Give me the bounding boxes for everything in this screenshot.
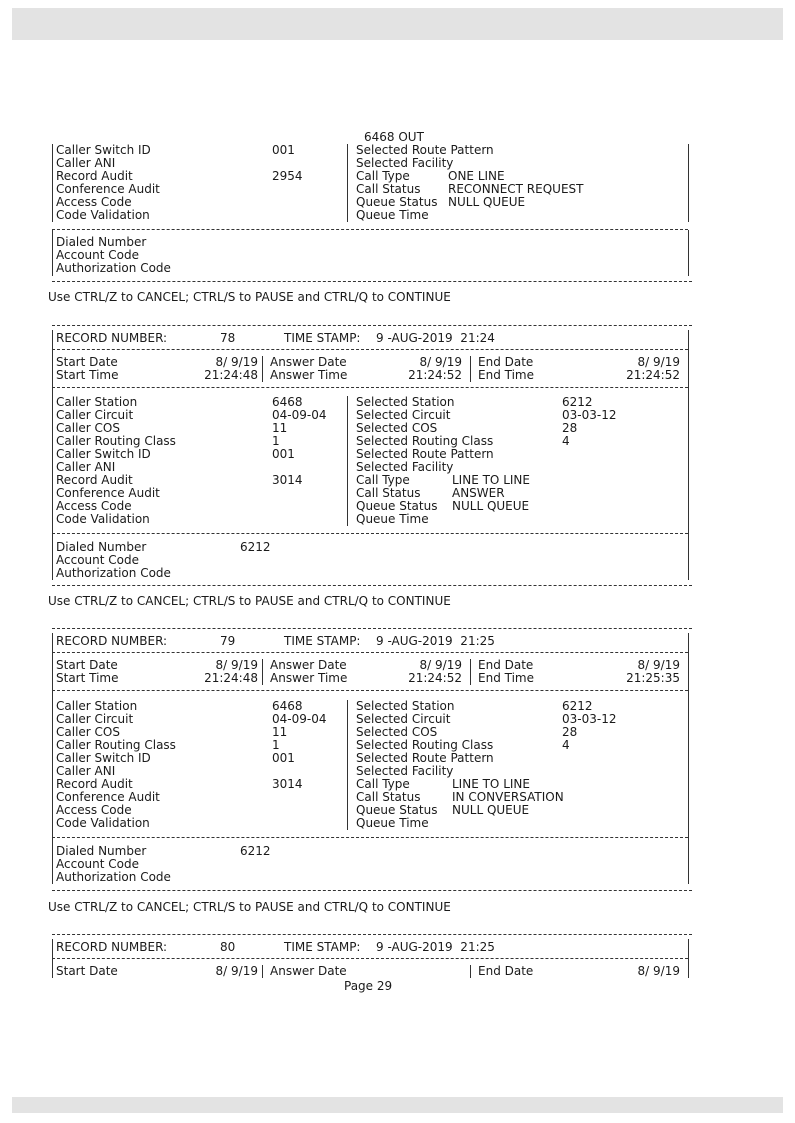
label: Caller Circuit: [56, 408, 134, 422]
label: Selected Route Pattern: [356, 447, 494, 461]
label: Caller COS: [56, 725, 120, 739]
label: Answer Date: [270, 658, 347, 672]
record-number: 78: [220, 331, 236, 345]
label: Dialed Number: [56, 540, 147, 554]
value: LINE TO LINE: [452, 777, 530, 791]
value: 03-03-12: [562, 712, 617, 726]
label: Caller Switch ID: [56, 143, 151, 157]
label: Queue Status: [356, 803, 438, 817]
label: Answer Time: [270, 368, 348, 382]
value: 8/ 9/19: [419, 658, 462, 672]
value: 3014: [272, 777, 303, 791]
value: 28: [562, 421, 578, 435]
label: Record Audit: [56, 169, 133, 183]
label: Dialed Number: [56, 844, 147, 858]
label: Account Code: [56, 553, 139, 567]
value: 6212: [562, 395, 593, 409]
value: 8/ 9/19: [637, 355, 680, 369]
column-divider: [262, 965, 263, 978]
label: Queue Time: [356, 208, 429, 222]
record-number: 79: [220, 634, 236, 648]
label: Selected Facility: [356, 460, 454, 474]
label: Selected Facility: [356, 156, 454, 170]
value: 6212: [240, 540, 271, 554]
scan-top-band: [12, 8, 783, 40]
left-border: [52, 230, 53, 276]
label: Code Validation: [56, 208, 150, 222]
label: Caller Circuit: [56, 712, 134, 726]
value: NULL QUEUE: [452, 803, 530, 817]
label: Queue Status: [356, 499, 438, 513]
label: Caller ANI: [56, 156, 116, 170]
value: 6468: [272, 395, 303, 409]
time-stamp-label: TIME STAMP:: [284, 331, 361, 345]
label: Caller Station: [56, 395, 138, 409]
left-border: [52, 144, 53, 222]
divider: [52, 958, 688, 959]
scan-bottom-band: [12, 1097, 783, 1113]
value: 21:24:48: [204, 671, 258, 685]
label: Account Code: [56, 248, 139, 262]
label: Caller Station: [56, 699, 138, 713]
left-border: [52, 633, 53, 884]
value: 8/ 9/19: [215, 964, 258, 978]
label: Call Type: [356, 473, 410, 487]
divider: [52, 281, 692, 282]
value: LINE TO LINE: [452, 473, 530, 487]
label: Answer Date: [270, 355, 347, 369]
value: 8/ 9/19: [215, 355, 258, 369]
divider: [52, 533, 688, 534]
label: Authorization Code: [56, 870, 171, 884]
label: Caller COS: [56, 421, 120, 435]
label: Code Validation: [56, 816, 150, 830]
label: Selected Circuit: [356, 408, 451, 422]
value: 6212: [240, 844, 271, 858]
label: Conference Audit: [56, 486, 160, 500]
label: Caller Routing Class: [56, 738, 176, 752]
label: Call Type: [356, 169, 410, 183]
divider: [52, 690, 688, 691]
left-border: [52, 939, 53, 978]
divider: [52, 652, 688, 653]
right-border: [688, 939, 689, 978]
label: Caller Switch ID: [56, 447, 151, 461]
label: Code Validation: [56, 512, 150, 526]
right-border: [688, 633, 689, 884]
label: Account Code: [56, 857, 139, 871]
label: Start Time: [56, 368, 119, 382]
control-hint: Use CTRL/Z to CANCEL; CTRL/S to PAUSE and CTRL/Q to CONTINUE: [48, 594, 451, 608]
label: Access Code: [56, 195, 132, 209]
label: Queue Time: [356, 816, 429, 830]
value: 04-09-04: [272, 408, 327, 422]
divider: [52, 229, 688, 230]
label: End Date: [478, 658, 534, 672]
divider: [52, 325, 692, 326]
value: 1: [272, 434, 280, 448]
divider: [52, 349, 688, 350]
value: 21:24:48: [204, 368, 258, 382]
label: End Time: [478, 368, 534, 382]
column-divider: [470, 659, 471, 685]
label: Selected Station: [356, 699, 455, 713]
right-border: [688, 230, 689, 276]
column-divider: [262, 659, 263, 685]
value: 03-03-12: [562, 408, 617, 422]
value: 8/ 9/19: [637, 658, 680, 672]
value: NULL QUEUE: [452, 499, 530, 513]
label: Dialed Number: [56, 235, 147, 249]
label: Start Date: [56, 658, 118, 672]
label: Conference Audit: [56, 182, 160, 196]
value: RECONNECT REQUEST: [448, 182, 584, 196]
label: End Date: [478, 964, 534, 978]
label: Call Type: [356, 777, 410, 791]
label: End Time: [478, 671, 534, 685]
value: 001: [272, 143, 295, 157]
label: Selected Route Pattern: [356, 143, 494, 157]
value: 11: [272, 421, 288, 435]
right-border: [688, 144, 689, 222]
label: Access Code: [56, 499, 132, 513]
label: Selected Circuit: [356, 712, 451, 726]
label: Answer Date: [270, 964, 347, 978]
value: ANSWER: [452, 486, 505, 500]
divider: [52, 934, 692, 935]
value: 28: [562, 725, 578, 739]
label: Queue Time: [356, 512, 429, 526]
divider: [52, 387, 688, 388]
label: Authorization Code: [56, 261, 171, 275]
label: Caller ANI: [56, 764, 116, 778]
value: 21:24:52: [408, 671, 462, 685]
label: Selected Station: [356, 395, 455, 409]
value: 001: [272, 751, 295, 765]
time-stamp-label: TIME STAMP:: [284, 634, 361, 648]
value: IN CONVERSATION: [452, 790, 564, 804]
label: Authorization Code: [56, 566, 171, 580]
label: Start Date: [56, 355, 118, 369]
value: 001: [272, 447, 295, 461]
label: Caller ANI: [56, 460, 116, 474]
label: Start Time: [56, 671, 119, 685]
label: Call Status: [356, 182, 421, 196]
record-number-label: RECORD NUMBER:: [56, 331, 168, 345]
time-stamp-label: TIME STAMP:: [284, 940, 361, 954]
value: 6212: [562, 699, 593, 713]
value: 4: [562, 738, 570, 752]
column-divider: [347, 144, 348, 222]
control-hint: Use CTRL/Z to CANCEL; CTRL/S to PAUSE and CTRL/Q to CONTINUE: [48, 290, 451, 304]
label: Selected COS: [356, 421, 438, 435]
value: 6468: [272, 699, 303, 713]
label: Access Code: [56, 803, 132, 817]
column-divider: [470, 356, 471, 382]
label: Record Audit: [56, 777, 133, 791]
value: 8/ 9/19: [215, 658, 258, 672]
left-border: [52, 330, 53, 580]
selected-facility-value: 6468 OUT: [364, 130, 424, 144]
label: Conference Audit: [56, 790, 160, 804]
time-stamp: 9 -AUG-2019 21:24: [376, 331, 495, 345]
divider: [52, 628, 692, 629]
label: Caller Switch ID: [56, 751, 151, 765]
value: 21:24:52: [408, 368, 462, 382]
label: Caller Routing Class: [56, 434, 176, 448]
column-divider: [347, 396, 348, 526]
column-divider: [262, 356, 263, 382]
label: End Date: [478, 355, 534, 369]
right-border: [688, 330, 689, 580]
value: 4: [562, 434, 570, 448]
label: Start Date: [56, 964, 118, 978]
divider: [52, 890, 692, 891]
page-number: Page 29: [344, 979, 393, 993]
divider: [52, 837, 688, 838]
control-hint: Use CTRL/Z to CANCEL; CTRL/S to PAUSE and CTRL/Q to CONTINUE: [48, 900, 451, 914]
record-number-label: RECORD NUMBER:: [56, 634, 168, 648]
label: Record Audit: [56, 473, 133, 487]
column-divider: [347, 700, 348, 830]
value: ONE LINE: [448, 169, 505, 183]
value: 04-09-04: [272, 712, 327, 726]
label: Call Status: [356, 486, 421, 500]
label: Selected Route Pattern: [356, 751, 494, 765]
label: Selected Routing Class: [356, 738, 494, 752]
value: 11: [272, 725, 288, 739]
value: 3014: [272, 473, 303, 487]
record-number: 80: [220, 940, 236, 954]
time-stamp: 9 -AUG-2019 21:25: [376, 634, 495, 648]
value: NULL QUEUE: [448, 195, 526, 209]
value: 8/ 9/19: [637, 964, 680, 978]
label: Selected COS: [356, 725, 438, 739]
divider: [52, 585, 692, 586]
value: 21:25:35: [626, 671, 680, 685]
record-number-label: RECORD NUMBER:: [56, 940, 168, 954]
value: 2954: [272, 169, 303, 183]
label: Queue Status: [356, 195, 438, 209]
column-divider: [470, 965, 471, 978]
time-stamp: 9 -AUG-2019 21:25: [376, 940, 495, 954]
value: 1: [272, 738, 280, 752]
label: Selected Routing Class: [356, 434, 494, 448]
label: Call Status: [356, 790, 421, 804]
label: Selected Facility: [356, 764, 454, 778]
value: 8/ 9/19: [419, 355, 462, 369]
value: 21:24:52: [626, 368, 680, 382]
label: Answer Time: [270, 671, 348, 685]
